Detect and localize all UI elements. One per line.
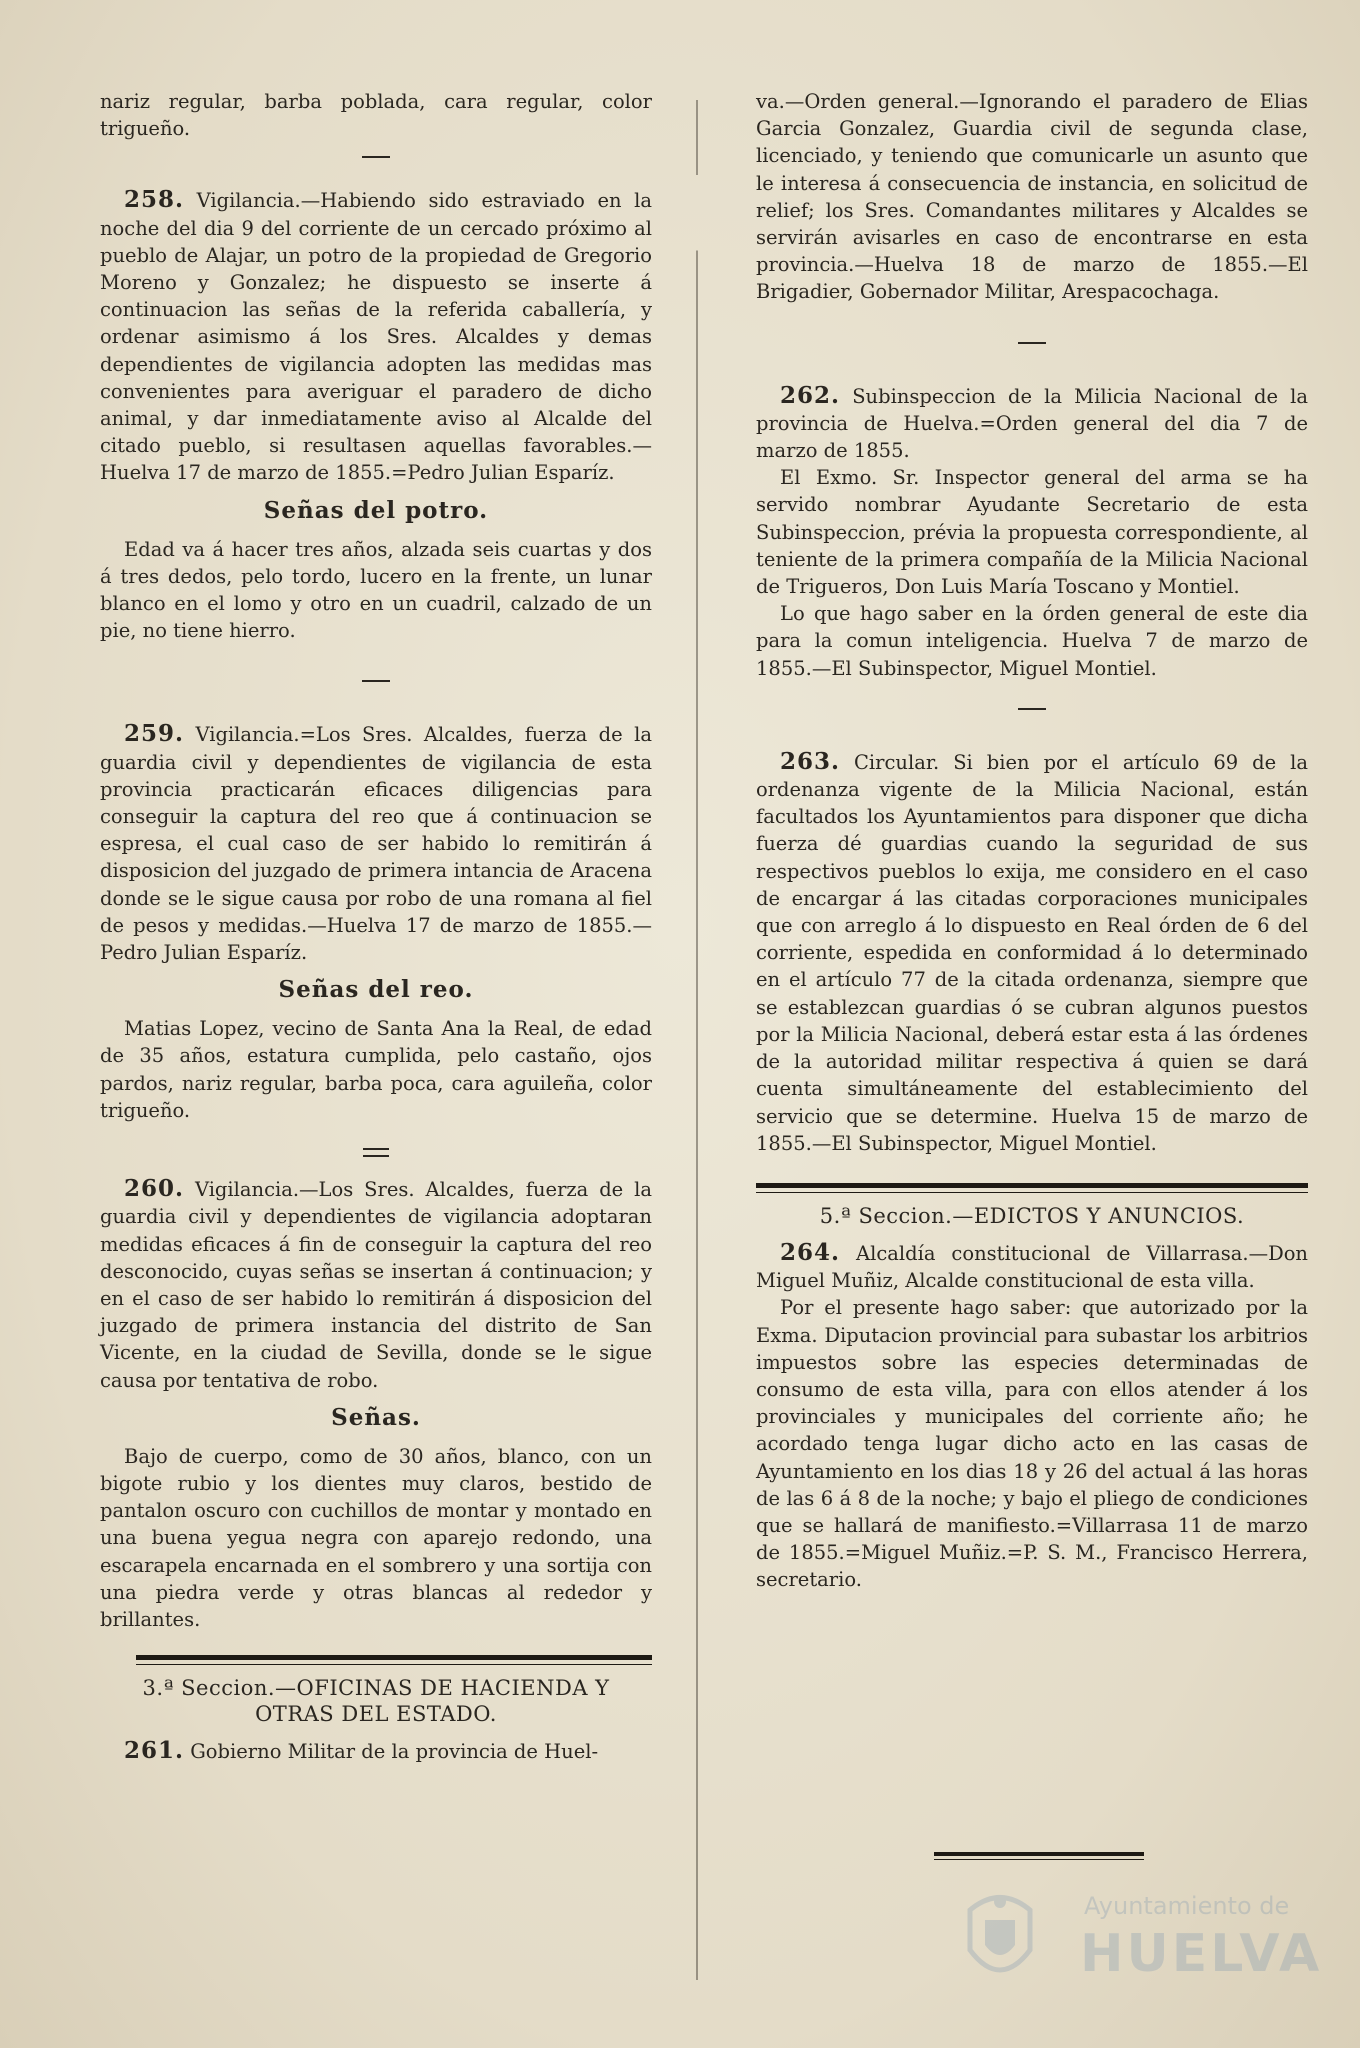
notice-number: 258. bbox=[124, 186, 185, 214]
notice-number: 261. bbox=[124, 1737, 185, 1765]
notice-264 bbox=[756, 1239, 1308, 1294]
separator-rule bbox=[362, 156, 390, 158]
notice-262-body: El Exmo. Sr. Inspector general del arma se ha servido nombrar Ayudante Secretario de esta Subinspeccion, prévia la propuesta correspondiente, al teniente de la primera compañía de la Milicia Nacional de Trigueros, Don Luis María Toscano y Montiel. bbox=[756, 466, 1308, 599]
notice-261 bbox=[100, 1737, 652, 1765]
section-rule-thin bbox=[136, 1664, 652, 1665]
continued-paragraph: nariz regular, barba poblada, cara regular, color trigueño. bbox=[100, 90, 652, 141]
right-column bbox=[756, 88, 1308, 1594]
section-rule-thick bbox=[756, 1183, 1308, 1188]
double-separator-rule bbox=[363, 1148, 389, 1157]
notice-264-body: Por el presente hago saber: que autorizado por la Exma. Diputacion provincial para subastar los arbitrios impuestos sobre las especies determinadas de consumo de esta villa, para con ellos atender á los provinciales y municipales del corriente año; he acordado tenga lugar dicho acto en las casas de Ayuntamiento en los dias 18 y 26 del actual á las horas de las 6 á 8 de la noche; y bajo el pliego de condiciones que se hallará de manifiesto.=Villarrasa 11 de marzo de 1855.=Miguel Muñiz.=P. S. M., Francisco Herrera, secretario. bbox=[756, 1296, 1308, 1592]
notice-262-closing: Lo que hago saber en la órden general de este dia para la comun inteligencia. Huelva 7 de marzo de 1855.—El Subinspector, Miguel Montiel. bbox=[756, 602, 1308, 680]
notice-259 bbox=[100, 720, 652, 966]
subheading-senas: Señas. bbox=[331, 1403, 421, 1431]
description-senas: Bajo de cuerpo, como de 30 años, blanco, con un bigote rubio y los dientes muy claros, bestido de pantalon oscuro con cuchillos de montar y montado en una buena yegua negra con aparejo redondo, una escarapela encarnada en el sombrero y una sortija con una piedra verde y otras blancas al rededor y brillantes. bbox=[100, 1444, 652, 1631]
separator-rule bbox=[1018, 342, 1046, 344]
continued-notice-261: va.—Orden general.—Ignorando el paradero de Elias Garcia Gonzalez, Guardia civil de segunda clase, licenciado, y teniendo que comunicarle un asunto que le interesa á consecuencia de instancia, en solicitud de relief; los Sres. Comandantes militares y Alcaldes se servirán avisarles en caso de encontrarse en esta provincia.—Huelva 18 de marzo de 1855.—El Brigadier, Gobernador Militar, Arespacochaga. bbox=[756, 90, 1308, 304]
watermark-line1: Ayuntamiento de bbox=[1084, 1892, 1290, 1920]
notice-262 bbox=[756, 382, 1308, 465]
section-5-heading: 5.ª Seccion.—EDICTOS Y ANUNCIOS. bbox=[819, 1203, 1245, 1228]
notice-text: Alcaldía constitucional de Villarrasa.—Don Miguel Muñiz, Alcalde constitucional de esta villa. bbox=[756, 1241, 1308, 1293]
notice-text: Vigilancia.—Habiendo sido estraviado en la noche del dia 9 del corriente de un cercado próximo al pueblo de Alajar, un potro de la propiedad de Gregorio Moreno y Gonzalez; he dispuesto se inserte á continuacion las señas de la referida caballería, y ordenar asimismo á los Sres. Alcaldes y demas dependientes de vigilancia adopten las medidas mas convenientes para averiguar el paradero de dicho animal, y dar inmediatamente aviso al Alcalde del citado pueblo, si resultasen aquellas favorables.—Huelva 17 de marzo de 1855.=Pedro Julian Esparíz. bbox=[100, 189, 652, 485]
section-3-heading: 3.ª Seccion.—OFICINAS DE HACIENDA Y OTRAS DEL ESTADO. bbox=[142, 1676, 610, 1727]
watermark-line2: HUELVA bbox=[1080, 1924, 1323, 1984]
section-rule-thick bbox=[136, 1655, 652, 1660]
end-rule bbox=[934, 1852, 1144, 1860]
archive-watermark bbox=[940, 1880, 1323, 2000]
notice-text: Vigilancia.=Los Sres. Alcaldes, fuerza de la guardia civil y dependientes de vigilancia de esta provincia practicarán eficaces diligencias para conseguir la captura del reo que á continuacion se espresa, el cual caso de ser habido lo remitirán á disposicion del juzgado de primera intancia de Aracena donde se le sigue causa por robo de una romana al fiel de pesos y medidas.—Huelva 17 de marzo de 1855.—Pedro Julian Esparíz. bbox=[100, 723, 652, 965]
description-reo: Matias Lopez, vecino de Santa Ana la Real, de edad de 35 años, estatura cumplida, pelo castaño, ojos pardos, nariz regular, barba poca, cara aguileña, color trigueño. bbox=[100, 1017, 652, 1122]
notice-text: Circular. Si bien por el artículo 69 de la ordenanza vigente de la Milicia Nacional, están facultados los Ayuntamientos para disponer que dicha fuerza dé guardias cuando la seguridad de sus respectivos pueblos lo exija, me considero en el caso de encargar á las citadas corporaciones municipales que con arreglo á lo dispuesto en Real órden de 6 del corriente, espedida en conformidad á lo determinado en el artículo 77 de la citada ordenanza, siempre que se establezcan guardias ó se cubran algunos puestos por la Milicia Nacional, deberá estar esta á las órdenes de la autoridad militar respectiva á quien se dará cuenta simultáneamente del establecimiento del servicio que se determine. Huelva 15 de marzo de 1855.—El Subinspector, Miguel Montiel. bbox=[756, 750, 1308, 1155]
notice-number: 264. bbox=[780, 1238, 841, 1266]
city-crest-icon bbox=[940, 1880, 1060, 2000]
subheading-reo: Señas del reo. bbox=[278, 976, 474, 1004]
left-column bbox=[100, 88, 652, 1765]
notice-number: 259. bbox=[124, 720, 185, 748]
notice-number: 260. bbox=[124, 1175, 185, 1203]
description-potro: Edad va á hacer tres años, alzada seis cuartas y dos á tres dedos, pelo tordo, lucero en la frente, un lunar blanco en el lomo y otro en un cuadril, calzado de un pie, no tiene hierro. bbox=[100, 537, 652, 643]
subheading-potro: Señas del potro. bbox=[263, 496, 489, 524]
notice-number: 262. bbox=[780, 381, 841, 409]
section-rule-thin bbox=[756, 1192, 1308, 1193]
separator-rule bbox=[362, 680, 390, 682]
column-divider bbox=[696, 100, 698, 1980]
notice-263 bbox=[756, 748, 1308, 1157]
notice-number: 263. bbox=[780, 747, 841, 775]
notice-text: Subinspeccion de la Milicia Nacional de la provincia de Huelva.=Orden general del dia 7 de marzo de 1855. bbox=[756, 384, 1309, 463]
notice-text: Vigilancia.—Los Sres. Alcaldes, fuerza de la guardia civil y dependientes de vigilancia adoptaran medidas eficaces á fin de conseguir la captura del reo desconocido, cuyas señas se insertan á continuacion; y en el caso de ser habido lo remitirán á disposicion del juzgado de primera instancia del distrito de San Vicente, en la ciudad de Sevilla, donde se le sigue causa por tentativa de robo. bbox=[100, 1178, 652, 1392]
separator-rule bbox=[1018, 708, 1046, 710]
notice-260 bbox=[100, 1175, 652, 1394]
notice-text: Gobierno Militar de la provincia de Huel- bbox=[190, 1740, 599, 1764]
notice-258 bbox=[100, 186, 652, 486]
